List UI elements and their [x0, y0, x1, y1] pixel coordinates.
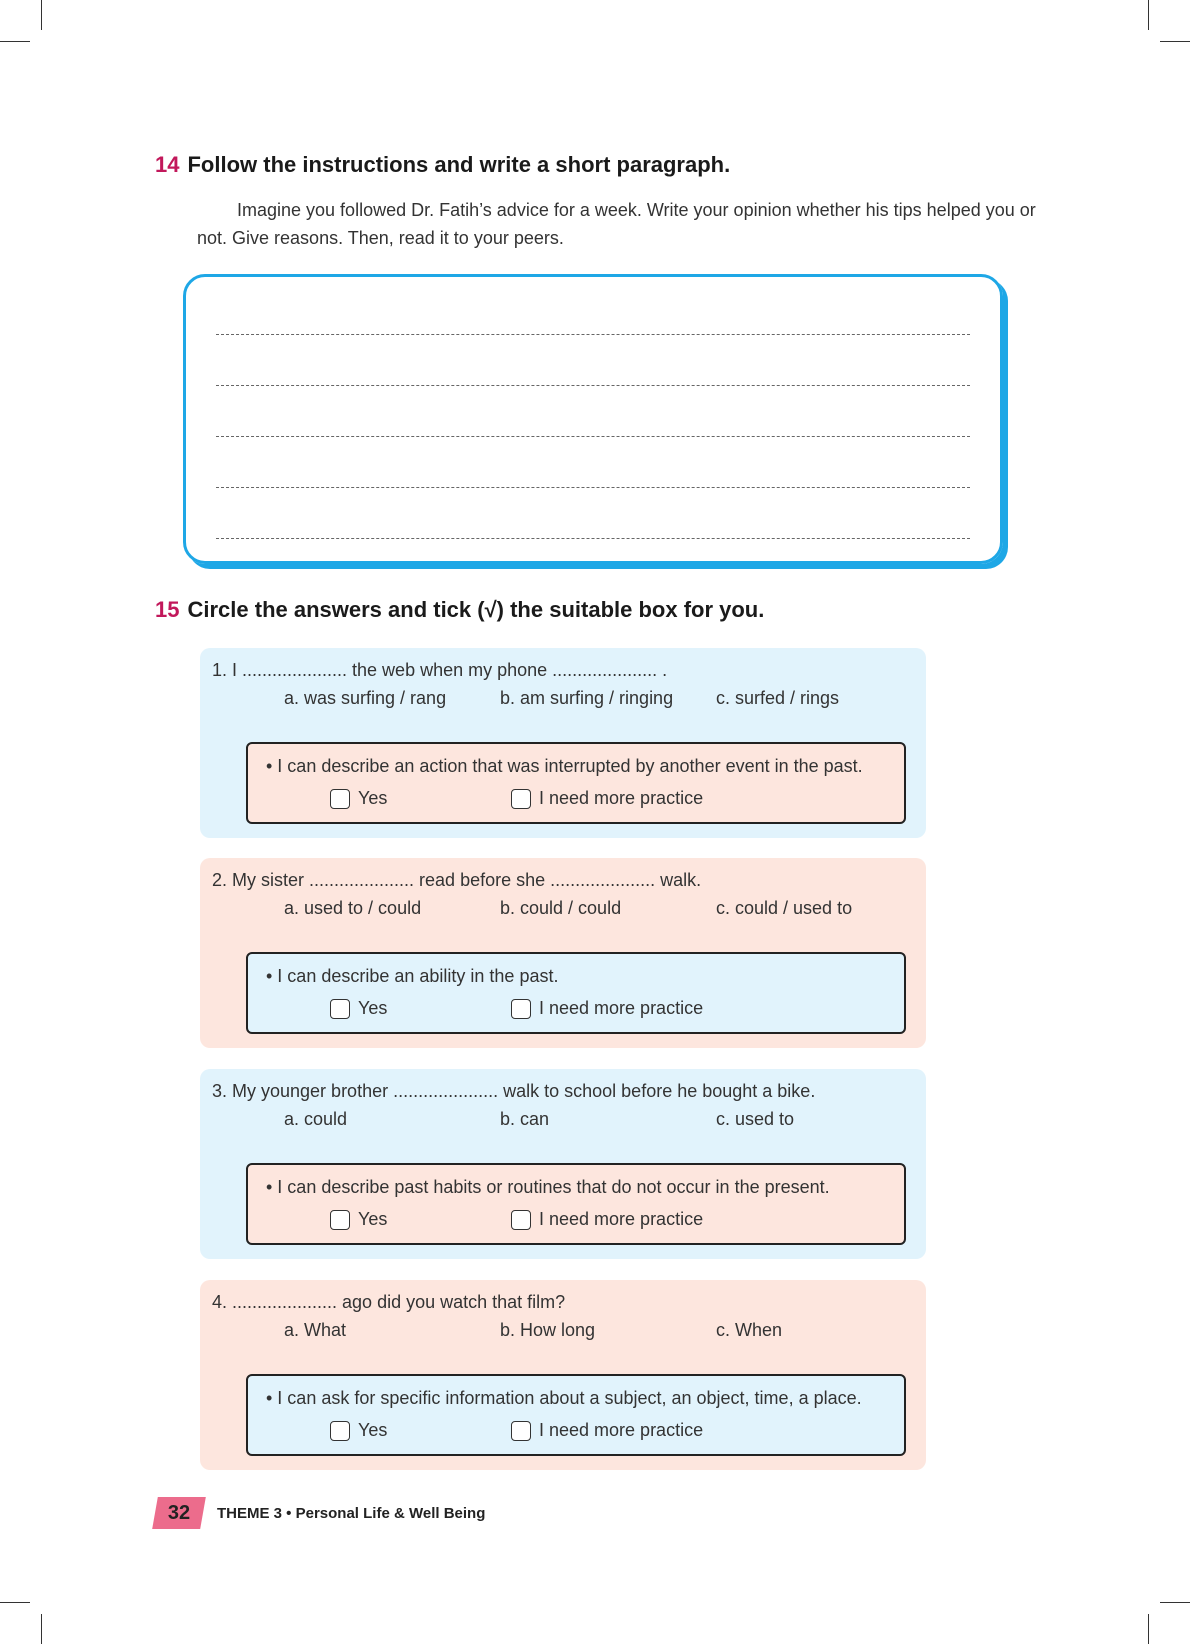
- yes-label: Yes: [358, 998, 388, 1018]
- writing-line[interactable]: [216, 436, 970, 437]
- more-practice-option[interactable]: [511, 998, 703, 1019]
- more-practice-label: I need more practice: [539, 1420, 704, 1440]
- can-do-statement: • I can ask for specific information about a subject, an object, time, a place.: [266, 1388, 862, 1408]
- yes-label: Yes: [358, 788, 388, 808]
- self-assessment-box: [246, 952, 906, 1034]
- writing-line[interactable]: [216, 385, 970, 386]
- yes-option[interactable]: [330, 1420, 387, 1441]
- yes-option[interactable]: [330, 1209, 387, 1230]
- crop-mark: [41, 1614, 42, 1644]
- crop-mark: [1160, 41, 1190, 42]
- crop-mark: [1160, 1602, 1190, 1603]
- can-do-statement: • I can describe an ability in the past.: [266, 966, 559, 986]
- self-assessment-box: [246, 1163, 906, 1245]
- more-practice-checkbox[interactable]: [511, 789, 531, 809]
- crop-mark: [0, 41, 30, 42]
- yes-checkbox[interactable]: [330, 999, 350, 1019]
- more-practice-checkbox[interactable]: [511, 1421, 531, 1441]
- more-practice-checkbox[interactable]: [511, 999, 531, 1019]
- question-2: [200, 858, 926, 1048]
- can-do-statement: • I can describe past habits or routines that do not occur in the present.: [266, 1177, 830, 1197]
- option-b[interactable]: b. am surfing / ringing: [500, 688, 674, 708]
- crop-mark: [1148, 1614, 1149, 1644]
- yes-checkbox[interactable]: [330, 1421, 350, 1441]
- question-1: [200, 648, 926, 838]
- question-text: 3. My younger brother ..................... walk to school before he bought a bike.: [212, 1081, 816, 1101]
- more-practice-option[interactable]: [511, 788, 703, 809]
- exercise-14-heading: [155, 152, 730, 178]
- yes-checkbox[interactable]: [330, 1210, 350, 1230]
- crop-mark: [41, 0, 42, 30]
- yes-checkbox[interactable]: [330, 789, 350, 809]
- page-number: 32: [167, 1501, 191, 1524]
- option-b[interactable]: b. How long: [500, 1320, 596, 1340]
- question-text: 4. ..................... ago did you watch that film?: [212, 1292, 566, 1312]
- exercise-14-instructions: Imagine you followed Dr. Fatih’s advice for a week. Write your opinion whether his tips helped you or not. Give reasons. Then, read it to your peers.: [197, 200, 1036, 248]
- exercise-15-title: Circle the answers and tick (√) the suitable box for you.: [187, 597, 765, 622]
- theme-label: THEME 3 • Personal Life & Well Being: [217, 1504, 486, 1522]
- writing-line[interactable]: [216, 538, 970, 539]
- crop-mark: [0, 1602, 30, 1603]
- question-text: 2. My sister ..................... read before she ..................... walk.: [212, 870, 702, 890]
- yes-option[interactable]: [330, 788, 387, 809]
- exercise-14-number: 14: [155, 152, 180, 177]
- option-a[interactable]: a. used to / could: [284, 898, 422, 918]
- option-b[interactable]: b. can: [500, 1109, 550, 1129]
- exercise-15-number: 15: [155, 597, 180, 622]
- option-a[interactable]: a. was surfing / rang: [284, 688, 447, 708]
- self-assessment-box: [246, 1374, 906, 1456]
- can-do-statement: • I can describe an action that was interrupted by another event in the past.: [266, 756, 863, 776]
- self-assessment-box: [246, 742, 906, 824]
- option-b[interactable]: b. could / could: [500, 898, 622, 918]
- page-number-tab: [152, 1497, 206, 1529]
- yes-option[interactable]: [330, 998, 387, 1019]
- exercise-15-heading: [155, 597, 764, 623]
- more-practice-option[interactable]: [511, 1420, 703, 1441]
- question-text: 1. I ..................... the web when my phone ..................... .: [212, 660, 668, 680]
- option-c[interactable]: c. surfed / rings: [716, 688, 840, 708]
- option-c[interactable]: c. When: [716, 1320, 783, 1340]
- yes-label: Yes: [358, 1209, 388, 1229]
- more-practice-option[interactable]: [511, 1209, 703, 1230]
- more-practice-label: I need more practice: [539, 788, 704, 808]
- writing-area[interactable]: [183, 274, 1003, 564]
- writing-line[interactable]: [216, 334, 970, 335]
- more-practice-checkbox[interactable]: [511, 1210, 531, 1230]
- page-footer: [155, 1497, 485, 1529]
- writing-line[interactable]: [216, 487, 970, 488]
- exercise-14-title: Follow the instructions and write a short paragraph.: [187, 152, 731, 177]
- option-c[interactable]: c. could / used to: [716, 898, 853, 918]
- option-a[interactable]: a. could: [284, 1109, 348, 1129]
- crop-mark: [1148, 0, 1149, 30]
- yes-label: Yes: [358, 1420, 388, 1440]
- question-4: [200, 1280, 926, 1470]
- option-a[interactable]: a. What: [284, 1320, 347, 1340]
- question-3: [200, 1069, 926, 1259]
- more-practice-label: I need more practice: [539, 998, 704, 1018]
- option-c[interactable]: c. used to: [716, 1109, 795, 1129]
- more-practice-label: I need more practice: [539, 1209, 704, 1229]
